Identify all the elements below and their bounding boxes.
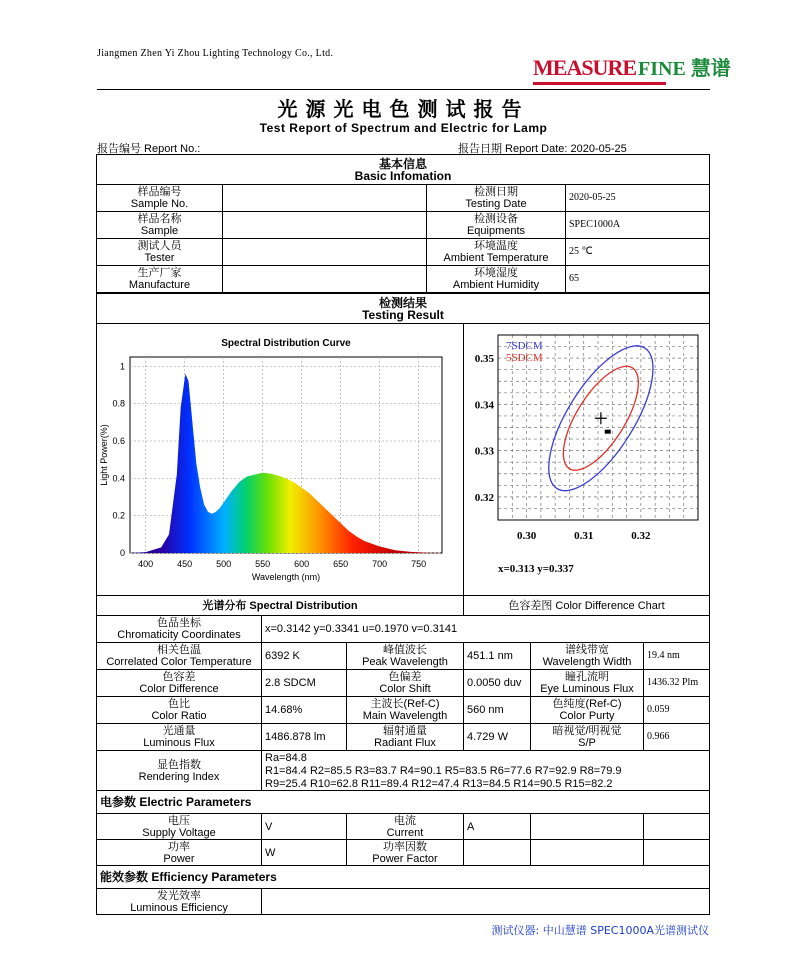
- brand-logo: [533, 55, 731, 81]
- label-cn: 样品名称: [137, 213, 182, 225]
- label-cn: 色纯度(Ref-C): [552, 698, 622, 710]
- param-value: [643, 669, 710, 697]
- param-label: [346, 642, 464, 670]
- value: 0.0050 duv: [467, 677, 522, 689]
- param-label: [530, 642, 644, 670]
- value: 0.966: [647, 731, 670, 742]
- value: SPEC1000A: [569, 219, 621, 230]
- label-cn: 谱线带宽: [565, 644, 609, 656]
- basic-value-right: [565, 238, 710, 266]
- y-tick-label: 0.33: [474, 445, 494, 458]
- power-factor-label-cn: 功率因数: [383, 840, 427, 853]
- y-tick-label: 0.34: [474, 399, 494, 412]
- spectral-caption: 光谱分布 Spectral Distribution: [96, 595, 464, 616]
- param-value: [463, 642, 531, 670]
- power-label: [96, 839, 262, 866]
- y-tick-label: 0.6: [112, 436, 125, 446]
- x-axis-label: Wavelength (nm): [251, 572, 321, 582]
- y-tick-label: 0.8: [112, 398, 125, 409]
- efficiency-label-cn: 发光效率: [157, 889, 201, 902]
- param-label: [530, 669, 644, 697]
- label-en: Ambient Humidity: [452, 279, 540, 291]
- label-en: Color Ratio: [151, 710, 207, 722]
- r-values-line-1: R1=84.4 R2=85.5 R3=83.7 R4=90.1 R5=83.5 R6=77.6 R7=92.9 R8=79.9: [265, 765, 622, 777]
- color-diff-caption: 色容差图 Color Difference Chart: [463, 595, 710, 616]
- basic-value-left: [222, 265, 427, 293]
- value: 451.1 nm: [467, 650, 513, 662]
- value: 1486.878 lm: [265, 731, 326, 743]
- basic-label-left: [96, 184, 223, 212]
- label-en: Correlated Color Temperature: [106, 656, 252, 668]
- label-en: Sample No.: [130, 198, 189, 210]
- x-tick-label: 650: [333, 559, 349, 569]
- label-cn: 检测设备: [474, 213, 518, 225]
- power-value: W: [261, 839, 347, 866]
- label-en: Color Shift: [379, 683, 431, 695]
- label-cn: 色容差: [162, 671, 196, 683]
- basic-label-right: [426, 238, 566, 266]
- label-cn: 光通量: [162, 725, 196, 737]
- label-en: Luminous Flux: [143, 737, 215, 749]
- r-values-line-2: R9=25.4 R10=62.8 R11=89.4 R12=47.4 R13=84.5 R14=90.5 R15=82.2: [265, 778, 613, 790]
- voltage-value: V: [261, 813, 347, 840]
- label-cn: 暗视觉/明视觉: [552, 725, 622, 737]
- param-label: [96, 642, 262, 670]
- voltage-label: [96, 813, 262, 840]
- param-label: [96, 723, 262, 751]
- x-tick-label: 400: [138, 559, 154, 569]
- current-value: A: [463, 813, 531, 840]
- y-tick-label: 1: [119, 361, 125, 372]
- value: 2020-05-25: [569, 192, 616, 203]
- power-factor-label: [346, 839, 464, 866]
- param-label: [346, 669, 464, 697]
- label-en: Main Wavelength: [362, 710, 448, 722]
- basic-value-right: [565, 265, 710, 293]
- param-value: [463, 696, 531, 724]
- basic-value-left: [222, 184, 427, 212]
- chromaticity-label: [96, 615, 262, 643]
- header-divider: [97, 89, 710, 90]
- chromaticity-label-cn: 色品坐标: [157, 617, 201, 629]
- param-value: [261, 696, 347, 724]
- luminous-efficiency-value: [261, 888, 710, 915]
- label-cn: 测试人员: [137, 240, 182, 252]
- label-cn: 环境湿度: [474, 267, 518, 279]
- value: 65: [569, 273, 579, 284]
- center-cross-point: [595, 412, 607, 424]
- report-date-value: 2020-05-25: [570, 143, 627, 155]
- testing-result-header: [96, 293, 710, 324]
- report-table: [96, 154, 710, 915]
- value: 1436.32 Plm: [647, 677, 699, 688]
- basic-value-right: [565, 211, 710, 239]
- value: 25 ℃: [569, 246, 593, 257]
- basic-label-right: [426, 211, 566, 239]
- electric-empty-3: [530, 839, 644, 866]
- label-cn: 检测日期: [474, 186, 518, 198]
- param-value: [643, 642, 710, 670]
- report-title-en: Test Report of Spectrum and Electric for Lamp: [259, 121, 548, 135]
- basic-value-left: [222, 238, 427, 266]
- electric-empty-4: [643, 839, 710, 866]
- report-no-label: 报告编号 Report No.:: [97, 143, 201, 155]
- x-tick-label: 450: [177, 559, 193, 569]
- label-en: Color Difference: [139, 683, 219, 695]
- spectral-chart-panel: [96, 323, 464, 596]
- label-en: Sample: [140, 225, 179, 237]
- basic-label-left: [96, 265, 223, 293]
- voltage-label-cn: 电压: [168, 814, 190, 827]
- testing-result-title-cn: 检测结果: [378, 295, 427, 310]
- label-en: Manufacture: [128, 279, 191, 291]
- label-en: Tester: [144, 252, 175, 264]
- param-label: [96, 696, 262, 724]
- measured-point: [605, 430, 611, 434]
- power-factor-label-en: Power Factor: [372, 852, 438, 865]
- color-difference-panel: [463, 323, 710, 596]
- label-en: S/P: [578, 737, 596, 749]
- testing-result-title-en: Testing Result: [362, 307, 444, 322]
- label-cn: 色偏差: [388, 671, 422, 683]
- electric-empty-2: [643, 813, 710, 840]
- rendering-index-label: [96, 750, 262, 791]
- spectral-chart-title: Spectral Distribution Curve: [221, 338, 351, 349]
- spectral-distribution-chart: [97, 324, 463, 595]
- legend-7sdcm: 7SDCM: [506, 340, 543, 352]
- value: 0.059: [647, 704, 670, 715]
- label-en: Testing Date: [465, 198, 527, 210]
- instrument-footer: 测试仪器: 中山慧谱 SPEC1000A光谱测试仪: [491, 924, 709, 937]
- basic-info-title-cn: 基本信息: [378, 156, 427, 171]
- label-cn: 主波长(Ref-C): [370, 698, 440, 710]
- value: 2.8 SDCM: [265, 677, 316, 689]
- legend-5sdcm: 5SDCM: [506, 352, 543, 364]
- param-value: [643, 696, 710, 724]
- y-tick-label: 0.35: [474, 353, 494, 366]
- current-label-cn: 电流: [394, 814, 416, 827]
- voltage-label-en: Supply Voltage: [142, 826, 216, 839]
- label-en: Eye Luminous Flux: [540, 683, 634, 695]
- y-tick-label: 0: [119, 548, 125, 558]
- x-tick-label: 500: [216, 559, 232, 569]
- power-label-en: Power: [163, 852, 195, 865]
- basic-label-left: [96, 211, 223, 239]
- basic-info-header: [96, 154, 710, 185]
- value: 560 nm: [467, 704, 504, 716]
- label-cn: 瞳孔流明: [565, 671, 609, 683]
- param-value: [261, 723, 347, 751]
- param-value: [643, 723, 710, 751]
- label-cn: 相关色温: [157, 644, 201, 656]
- company-name: Jiangmen Zhen Yi Zhou Lighting Technology Co., Ltd.: [97, 48, 334, 59]
- rendering-label-en: Rendering Index: [138, 770, 220, 783]
- label-en: Equipments: [466, 225, 526, 237]
- x-tick-label: 0.30: [516, 530, 537, 542]
- efficiency-label-en: Luminous Efficiency: [130, 901, 228, 914]
- value: 19.4 nm: [647, 650, 680, 661]
- param-value: [261, 642, 347, 670]
- basic-info-title-en: Basic Infomation: [354, 168, 452, 183]
- label-en: Peak Wavelength: [362, 656, 448, 668]
- value: 14.68%: [265, 704, 303, 716]
- electric-params-header: 电参数 Electric Parameters: [96, 790, 710, 814]
- label-cn: 环境温度: [474, 240, 518, 252]
- rendering-index-values: [261, 750, 710, 791]
- power-label-cn: 功率: [168, 840, 190, 853]
- basic-value-right: [565, 184, 710, 212]
- y-tick-label: 0.2: [112, 510, 125, 521]
- chromaticity-value: x=0.3142 y=0.3341 u=0.1970 v=0.3141: [261, 615, 710, 643]
- param-value: [261, 669, 347, 697]
- param-value: [463, 723, 531, 751]
- x-tick-label: 550: [255, 559, 271, 569]
- label-cn: 生产厂家: [137, 267, 182, 279]
- param-label: [346, 696, 464, 724]
- logo-underline: [533, 82, 666, 85]
- x-tick-label: 0.31: [574, 530, 594, 542]
- xy-readout: x=0.313 y=0.337: [498, 563, 574, 575]
- param-label: [530, 723, 644, 751]
- basic-label-right: [426, 184, 566, 212]
- label-en: Wavelength Width: [542, 656, 632, 668]
- rendering-label-cn: 显色指数: [157, 758, 201, 771]
- x-tick-label: 700: [372, 559, 388, 569]
- chromaticity-label-en: Chromaticity Coordinates: [117, 629, 241, 641]
- y-tick-label: 0.4: [112, 473, 125, 484]
- value: 6392 K: [265, 650, 300, 662]
- luminous-efficiency-label: [96, 888, 262, 915]
- efficiency-params-header: 能效参数 Efficiency Parameters: [96, 865, 710, 889]
- y-tick-label: 0.32: [474, 491, 494, 504]
- param-label: [346, 723, 464, 751]
- value: 4.729 W: [467, 731, 508, 743]
- color-difference-chart: [464, 324, 709, 595]
- param-value: [463, 669, 531, 697]
- label-cn: 辐射通量: [383, 725, 427, 737]
- x-tick-label: 0.32: [631, 530, 651, 542]
- label-en: Color Purty: [559, 710, 615, 722]
- basic-label-right: [426, 265, 566, 293]
- basic-label-left: [96, 238, 223, 266]
- label-en: Ambient Temperature: [443, 252, 549, 264]
- logo-red-text: MEASURE: [533, 55, 637, 80]
- electric-empty-1: [530, 813, 644, 840]
- param-label: [96, 669, 262, 697]
- report-date-label: 报告日期 Report Date:: [458, 143, 568, 155]
- label-en: Radiant Flux: [374, 737, 436, 749]
- power-factor-value: [463, 839, 531, 866]
- y-axis-label: Light Power(%): [99, 424, 109, 486]
- basic-value-left: [222, 211, 427, 239]
- current-label-en: Current: [386, 826, 424, 839]
- logo-green-text: FINE 慧谱: [638, 58, 731, 80]
- ra-value: Ra=84.8: [265, 752, 307, 764]
- label-cn: 峰值波长: [383, 644, 427, 656]
- label-cn: 色比: [168, 698, 190, 710]
- x-tick-label: 600: [294, 559, 310, 569]
- x-tick-label: 750: [411, 559, 427, 569]
- current-label: [346, 813, 464, 840]
- report-title-cn: 光源光电色测试报告: [277, 97, 530, 121]
- param-label: [530, 696, 644, 724]
- label-cn: 样品编号: [137, 186, 182, 198]
